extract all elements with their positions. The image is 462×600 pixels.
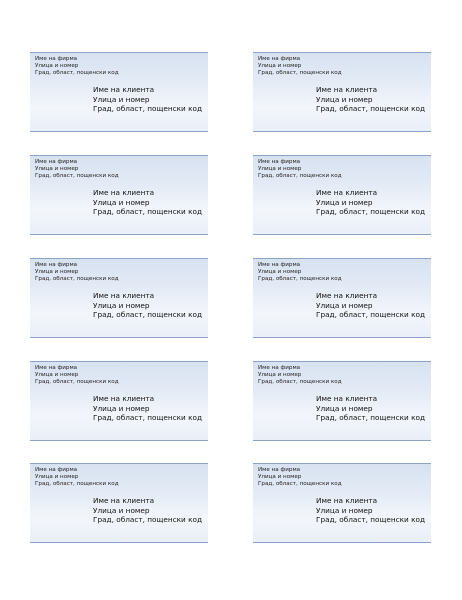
address-label[interactable] [30,463,208,543]
sender-street: Улица и номер [258,474,302,480]
sender-street: Улица и номер [258,372,302,378]
recipient-street: Улица и номер [93,94,150,104]
recipient-address [316,85,425,114]
sender-city: Град, област, пощенски код [258,173,342,179]
address-label[interactable] [253,52,431,132]
recipient-address [93,85,202,114]
sender-company: Име на фирма [258,262,301,268]
sender-address [35,262,119,283]
sender-city: Град, област, пощенски код [35,276,119,282]
sender-company: Име на фирма [35,262,78,268]
address-label[interactable] [30,258,208,338]
recipient-name: Име на клиента [93,291,155,300]
sender-address [35,159,119,180]
sender-company: Име на фирма [258,365,301,371]
sender-street: Улица и номер [35,269,79,275]
sender-street: Улица и номер [35,63,79,69]
recipient-city: Град, област, пощенски код [93,515,203,525]
sender-city: Град, област, пощенски код [35,481,119,487]
sender-company: Име на фирма [258,159,301,165]
sender-street: Улица и номер [35,166,79,172]
sender-address [258,365,342,386]
recipient-street: Улица и номер [93,197,150,207]
recipient-name: Име на клиента [93,394,155,403]
sender-city: Град, област, пощенски код [258,276,342,282]
recipient-name: Име на клиента [93,85,155,94]
recipient-city: Град, област, пощенски код [93,207,203,217]
sender-address [258,56,342,77]
sender-city: Град, област, пощенски код [258,379,342,385]
address-label[interactable] [253,155,431,235]
address-label[interactable] [30,155,208,235]
recipient-city: Град, област, пощенски код [93,104,203,114]
address-label[interactable] [253,463,431,543]
sender-city: Град, област, пощенски код [258,70,342,76]
sender-company: Име на фирма [35,467,78,473]
recipient-street: Улица и номер [93,403,150,413]
recipient-street: Улица и номер [93,300,150,310]
sender-company: Име на фирма [35,365,78,371]
sender-street: Улица и номер [35,474,79,480]
recipient-city: Град, област, пощенски код [316,310,426,320]
sender-company: Име на фирма [258,467,301,473]
recipient-city: Град, област, пощенски код [93,310,203,320]
recipient-city: Град, област, пощенски код [316,104,426,114]
recipient-street: Улица и номер [316,300,373,310]
sender-street: Улица и номер [35,372,79,378]
recipient-name: Име на клиента [316,496,378,505]
sender-address [258,467,342,488]
address-label[interactable] [30,361,208,441]
recipient-address [93,394,202,423]
recipient-name: Име на клиента [316,291,378,300]
sender-street: Улица и номер [258,269,302,275]
sender-company: Име на фирма [35,56,78,62]
recipient-city: Град, област, пощенски код [316,515,426,525]
sender-address [35,365,119,386]
recipient-address [93,496,202,525]
sender-street: Улица и номер [258,166,302,172]
recipient-name: Име на клиента [316,188,378,197]
sender-address [258,159,342,180]
sender-city: Град, област, пощенски код [258,481,342,487]
recipient-street: Улица и номер [316,403,373,413]
recipient-city: Град, област, пощенски код [316,413,426,423]
sender-address [35,467,119,488]
recipient-city: Град, област, пощенски код [93,413,203,423]
recipient-address [93,188,202,217]
recipient-address [316,496,425,525]
recipient-name: Име на клиента [93,496,155,505]
address-label[interactable] [253,361,431,441]
sender-city: Град, област, пощенски код [35,70,119,76]
recipient-city: Град, област, пощенски код [316,207,426,217]
sender-city: Град, област, пощенски код [35,173,119,179]
sender-company: Име на фирма [258,56,301,62]
address-label[interactable] [253,258,431,338]
sender-address [258,262,342,283]
sender-address [35,56,119,77]
recipient-name: Име на клиента [93,188,155,197]
recipient-street: Улица и номер [316,94,373,104]
recipient-street: Улица и номер [93,505,150,515]
recipient-name: Име на клиента [316,85,378,94]
address-label[interactable] [30,52,208,132]
recipient-address [93,291,202,320]
recipient-name: Име на клиента [316,394,378,403]
recipient-address [316,394,425,423]
recipient-address [316,291,425,320]
sender-company: Име на фирма [35,159,78,165]
recipient-street: Улица и номер [316,505,373,515]
recipient-address [316,188,425,217]
sender-street: Улица и номер [258,63,302,69]
sender-city: Град, област, пощенски код [35,379,119,385]
recipient-street: Улица и номер [316,197,373,207]
